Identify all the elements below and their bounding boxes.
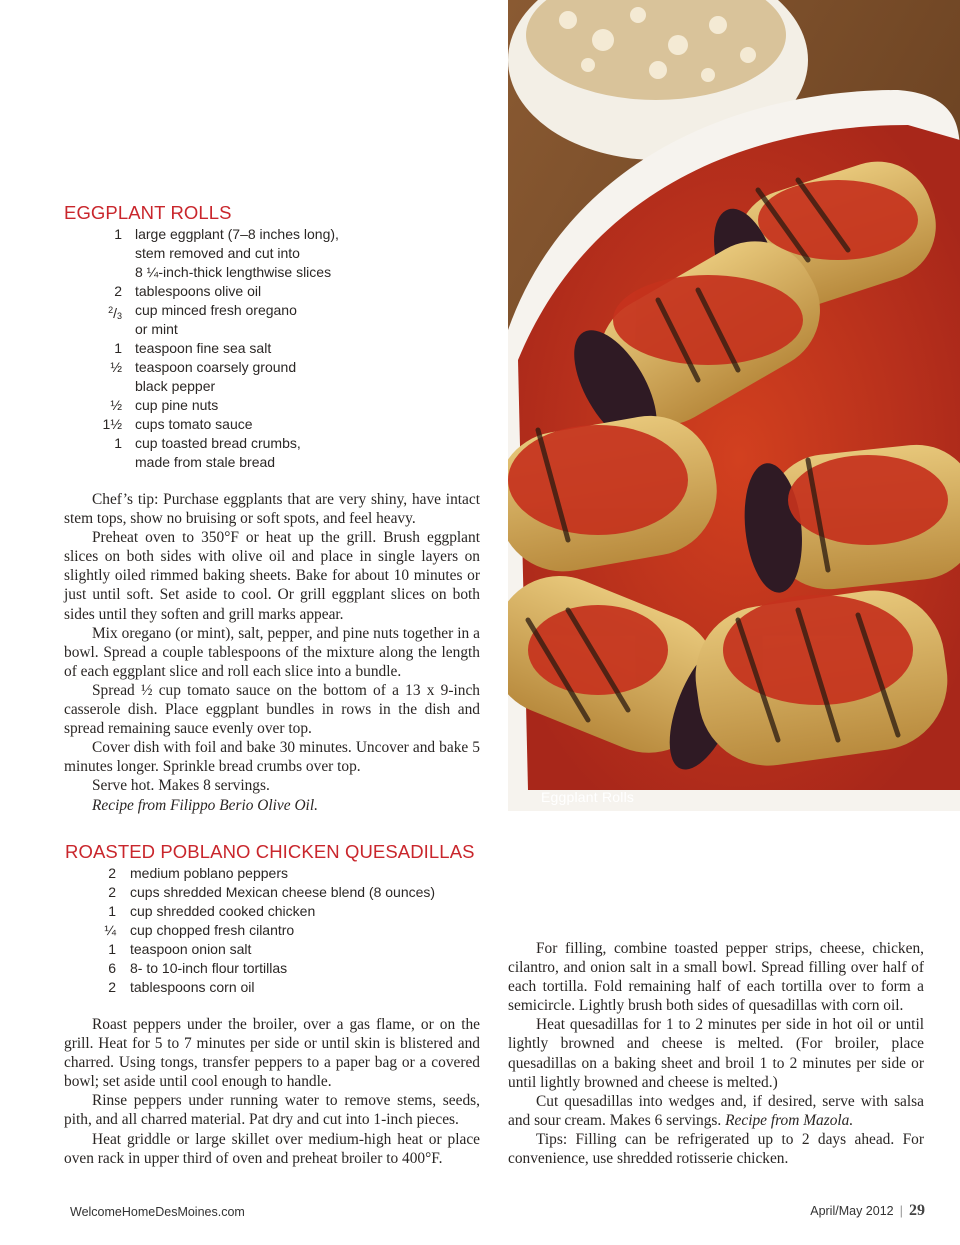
ingredient-quantity: 2 (108, 979, 116, 995)
ingredient-quantity: 1 (108, 903, 116, 919)
ingredient-quantity: 1 (114, 340, 122, 356)
ingredient-quantity: 2 (108, 884, 116, 900)
ingredient-row (95, 301, 395, 339)
ingredient-quantity: 2 (114, 283, 122, 299)
ingredient-quantity: 1½ (102, 416, 122, 432)
direction-paragraph: Preheat oven to 350°F or heat up the grill. Brush eggplant slices on both sides with olive oil and place in single layers on slightly oiled rimmed baking sheets. Bake for about 10 minutes or just until soft. Set aside to cool. Or grill eggplant slices on both sides until they soften and grill marks appear. (64, 529, 480, 623)
ingredient-quantity: 6 (108, 960, 116, 976)
direction-paragraph: Mix oregano (or mint), salt, pepper, and pine nuts together in a bowl. Spread a couple tablespoons of the mixture along the length of each eggplant slice and roll each slice into a bundle. (64, 624, 480, 680)
ingredient-text: cup toasted bread crumbs, made from stale bread (135, 435, 301, 470)
ingredient-row (95, 415, 395, 434)
recipe-credit: Recipe from Mazola. (725, 1111, 854, 1129)
ingredient-text: tablespoons olive oil (135, 283, 262, 299)
direction-paragraph: Heat quesadillas for 1 to 2 minutes per side in hot oil or until lightly browned and cheese is melted. (For broiler, place quesadillas on a baking sheet and broil 1 to 2 minutes per side or until lightly browned and cheese is melted.) (508, 1016, 924, 1091)
ingredient-quantity: 1 (114, 226, 122, 242)
ingredient-quantity: 1 (114, 435, 122, 451)
direction-paragraph: Heat griddle or large skillet over medium-high heat or place oven rack in upper third of oven and preheat broiler to 400°F. (64, 1130, 480, 1167)
ingredient-row (95, 282, 395, 301)
ingredient-quantity: ¼ (104, 922, 116, 938)
ingredient-row (95, 883, 475, 902)
tips-paragraph: Tips: Filling can be refrigerated up to 2 days ahead. For convenience, use shredded rotisserie chicken. (508, 1130, 924, 1168)
quesadillas-title: ROASTED POBLANO CHICKEN QUESADILLAS (65, 841, 475, 862)
ingredient-text: 8- to 10-inch flour tortillas (130, 960, 288, 976)
ingredient-quantity: ½ (110, 359, 122, 375)
issue-date: April/May 2012 (810, 1204, 894, 1218)
ingredient-row (95, 396, 395, 415)
servings-paragraph: Serve hot. Makes 8 servings. (92, 777, 270, 795)
direction-paragraph: Cover dish with foil and bake 30 minutes. Uncover and bake 5 minutes longer. Sprinkle bread crumbs over top. (64, 739, 480, 776)
footer-website: WelcomeHomeDesMoines.com (70, 1205, 245, 1219)
ingredient-row (95, 978, 475, 997)
eggplant-rolls-photo (508, 0, 960, 811)
ingredient-row (95, 225, 395, 282)
chef-tip-paragraph: Chef’s tip: Purchase eggplants that are very shiny, have intact stem tops, show no bruising or soft spots, and feel heavy. (64, 491, 480, 528)
fraction-numerator: 2 (108, 305, 114, 315)
ingredient-row (95, 339, 395, 358)
eggplant-directions (64, 490, 480, 815)
ingredient-quantity-fraction: $^2$/3 (108, 305, 122, 321)
ingredient-text: medium poblano peppers (130, 865, 288, 881)
ingredient-text: cups tomato sauce (135, 416, 253, 432)
direction-paragraph: Spread ½ cup tomato sauce on the bottom of a 13 x 9-inch casserole dish. Place eggplant bundles in rows in the dish and spread remaining sauce evenly over top. (64, 681, 480, 738)
quesadilla-directions-right (508, 939, 924, 1168)
ingredient-text: large eggplant (7–8 inches long), stem removed and cut into 8 ¼-inch-thick lengthwise slices (135, 226, 339, 280)
servings-text: Cut quesadillas into wedges and, if desired, serve with salsa and sour cream. Makes 6 servings. (508, 1092, 924, 1129)
ingredient-row (95, 902, 475, 921)
ingredient-quantity: 2 (108, 865, 116, 881)
ingredient-quantity: ½ (110, 397, 122, 413)
quesadilla-ingredient-list (95, 864, 475, 997)
ingredient-row (95, 358, 395, 396)
recipe-credit: Recipe from Filippo Berio Olive Oil. (92, 796, 318, 814)
ingredient-text: cup minced fresh oregano or mint (135, 302, 297, 337)
photo-illustration (508, 0, 960, 811)
ingredient-row (95, 940, 475, 959)
direction-paragraph: For filling, combine toasted pepper strips, cheese, chicken, cilantro, and onion salt in a small bowl. Spread filling over half of each tortilla. Fold remaining half of each tortilla over to form a semicircle. Lightly brush both sides of quesadillas with corn oil. (508, 940, 924, 1015)
photo-caption: Eggplant Rolls (541, 789, 635, 805)
footer-issue-info (810, 1202, 925, 1220)
ingredient-text: teaspoon coarsely ground black pepper (135, 359, 297, 394)
ingredient-row (95, 959, 475, 978)
eggplant-rolls-title: EGGPLANT ROLLS (64, 202, 232, 223)
ingredient-text: cup pine nuts (135, 397, 219, 413)
ingredient-quantity: 1 (108, 941, 116, 957)
servings-paragraph (508, 1092, 924, 1130)
eggplant-ingredient-list (95, 225, 395, 472)
ingredient-text: teaspoon onion salt (130, 941, 252, 957)
direction-paragraph: Roast peppers under the broiler, over a gas flame, or on the grill. Heat for 5 to 7 minutes per side or until skin is blistered and charred. Using tongs, transfer peppers to a paper bag or a covered bowl; set aside until cool enough to handle. (64, 1016, 480, 1091)
direction-paragraph: Rinse peppers under running water to remove stems, seeds, pith, and all charred material. Pat dry and cut into 1-inch pieces. (64, 1092, 480, 1129)
ingredient-text: cups shredded Mexican cheese blend (8 ounces) (130, 884, 436, 900)
ingredient-text: cup chopped fresh cilantro (130, 922, 295, 938)
ingredient-row (95, 434, 395, 472)
ingredient-text: cup shredded cooked chicken (130, 903, 316, 919)
page-number: 29 (909, 1202, 925, 1219)
ingredient-text: teaspoon fine sea salt (135, 340, 272, 356)
quesadilla-directions-left (64, 1015, 480, 1168)
ingredient-row (95, 921, 475, 940)
ingredient-row (95, 864, 475, 883)
ingredient-text: tablespoons corn oil (130, 979, 255, 995)
footer-separator: | (899, 1203, 903, 1218)
fraction-denominator: 3 (116, 311, 122, 321)
